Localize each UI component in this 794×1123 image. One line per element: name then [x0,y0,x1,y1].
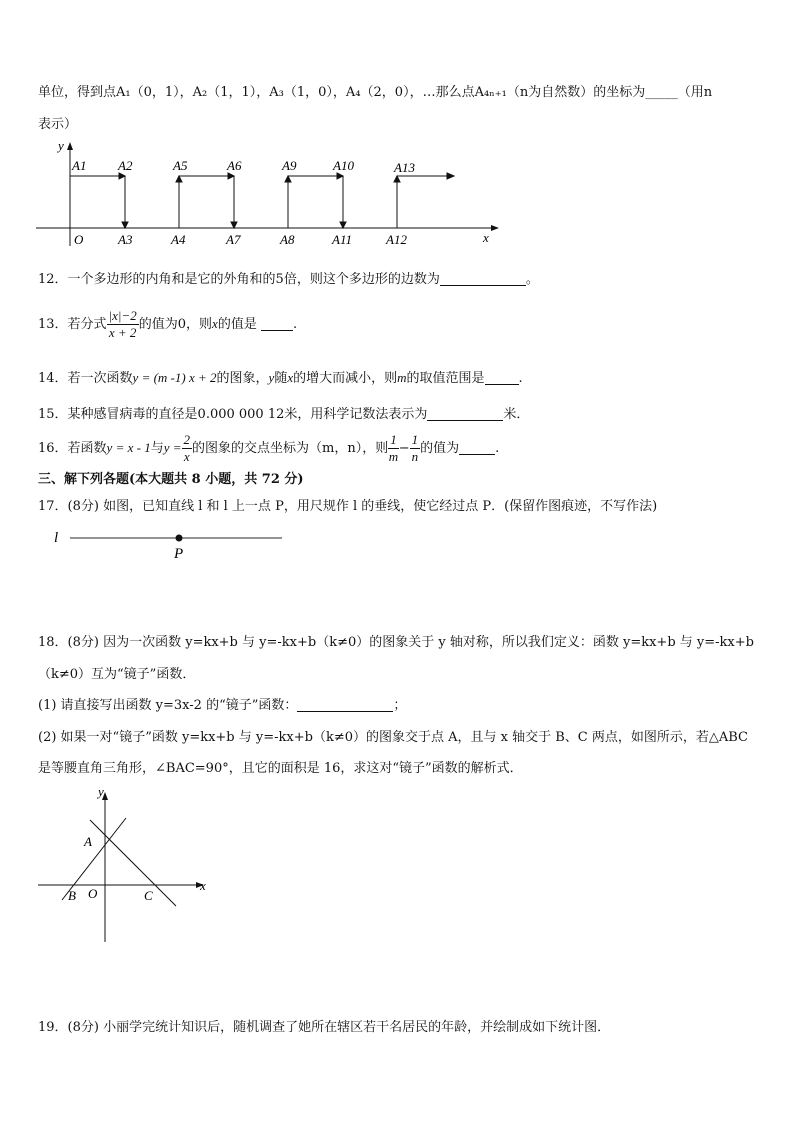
q14-tail: . [518,371,523,386]
q16-f2-fraction [182,432,193,465]
q12-text: 12．一个多边形的内角和是它的外角和的5倍，则这个多边形的边数为 [38,272,440,287]
label-x: x [483,230,489,245]
q13-var: x [212,316,218,331]
q16-f2-prefix: y = [163,440,182,455]
fig18-label-c: C [144,888,153,903]
arrow-a12-a13 [394,176,400,182]
label-a10: A10 [333,158,354,173]
staircase-figure [36,138,506,248]
q15-answer-blank[interactable] [427,406,503,421]
question-13 [38,306,297,343]
label-a1: A1 [72,158,87,173]
q18-part-2-line-1: (2) 如果一对“镜子”函数 y=kx+b 与 y=-kx+b（k≠0）的图象交于点 A，且与 x 轴交于 B、C 两点，如图所示，若△ABC [38,730,748,745]
label-a12: A12 [386,232,407,247]
label-y: y [58,138,64,153]
label-a6: A6 [227,158,242,173]
question-15 [38,406,529,424]
q13-answer-blank[interactable] [261,316,293,331]
arrow-a5-a6 [228,173,234,179]
q16-f1: y = x - 1 [106,440,151,455]
point-p [176,535,183,542]
intro-line-2: 表示） [38,117,78,132]
arrow-a1-a2 [119,173,125,179]
question-17: 17．(8分) 如图，已知直线 l 和 l 上一点 P，用尺规作 l 的垂线，使它经过点 P．(保留作图痕迹，不写作法) [38,499,658,514]
q14-post: 的取值范围是 [406,371,485,386]
mirror-function-figure [34,786,224,946]
q18-part1-answer-blank[interactable] [297,697,393,712]
label-a3: A3 [118,232,133,247]
q13-mid: 的值为0，则 [138,317,213,332]
q16-fb-denominator: n [411,449,419,464]
arrow-a9-a10 [337,173,343,179]
q16-fb-numerator: 1 [411,432,419,447]
section-3-title: 三、解下列各题(本大题共 8 小题，共 72 分) [38,472,304,487]
q16-f2-denominator: x [183,449,190,464]
fig18-label-a: A [84,834,92,849]
q14-formula: y = (m -1) x + 2 [132,370,217,385]
intro-line-1: 单位，得到点A₁（0，1），A₂（1，1），A₃（1，0），A₄（2，0），…那么点A₄ₙ₊₁（n为自然数）的坐标为_____（用n [38,85,713,100]
question-14 [38,369,523,388]
fig18-label-x: x [200,878,206,893]
label-l: l [54,530,59,546]
label-a9: A9 [282,158,297,173]
arrow-a8-a9 [285,176,291,182]
q14-answer-blank[interactable] [485,370,519,385]
label-a2: A2 [118,158,133,173]
fig18-label-y: y [98,786,104,799]
fig18-label-b: B [68,888,76,903]
label-a4: A4 [171,232,186,247]
q13-post: 的值是 [217,317,257,332]
label-a13: A13 [394,160,415,175]
q15-tail: 米． [503,407,530,422]
q18-part1-text: (1) 请直接写出函数 y=3x-2 的“镜子”函数： [38,698,298,713]
arrow-a4-a5 [176,176,182,182]
label-origin: O [74,232,84,247]
q16-fraction-b [410,432,421,465]
question-16 [38,430,499,467]
line-l-figure [52,526,288,562]
arrow-a10-a11 [340,222,346,228]
label-a7: A7 [226,232,241,247]
q16-fa-numerator: 1 [390,432,397,447]
q16-mid2: 的图象的交点坐标为（m，n），则 [192,441,389,456]
q18-part-1 [38,697,406,715]
arrow-a6-a7 [231,222,237,228]
q16-fa-denominator: m [388,449,399,464]
q16-mid: 与 [150,441,164,456]
label-a11: A11 [332,232,352,247]
q16-tail: . [495,441,500,456]
arrow-a13-next [447,173,454,179]
line-ac [90,820,176,906]
q16-fraction-a [388,432,399,465]
q18-part-2-line-2: 是等腰直角三角形，∠BAC=90°，且它的面积是 16，求这对“镜子”函数的解析式． [38,761,523,776]
q18-line-2: （k≠0）互为“镜子”函数． [38,667,196,682]
q16-f2-numerator: 2 [183,432,191,447]
question-19: 19．(8分) 小丽学完统计知识后，随机调查了她所在辖区若干名居民的年龄，并绘制成如下统计图． [38,1020,611,1035]
q14-x: x [287,370,294,385]
q14-mid2: 随 [274,371,288,386]
q18-part1-tail: ； [393,698,407,713]
q12-tail: 。 [525,272,539,287]
q14-pre: 14．若一次函数 [38,371,133,386]
q15-text: 15．某种感冒病毒的直径是0.000 000 12米，用科学记数法表示为 [38,407,428,422]
q14-mid: 的图象， [216,371,269,386]
q12-answer-blank[interactable] [440,271,526,286]
label-a5: A5 [173,158,188,173]
arrow-a2-a3 [122,222,128,228]
q14-mid3: 的增大而减小，则 [293,371,398,386]
q14-y: y [268,370,275,385]
y-axis-arrow [67,142,73,150]
q13-denominator: x + 2 [108,325,137,340]
q13-numerator: |x|−2 [108,308,137,323]
x-axis-arrow [491,225,499,231]
q13-tail: . [292,317,298,332]
q18-line-1: 18．(8分) 因为一次函数 y=kx+b 与 y=-kx+b（k≠0）的图象关于 y 轴对称，所以我们定义：函数 y=kx+b 与 y=-kx+b [38,635,754,650]
question-12 [38,271,539,289]
q13-fraction [107,308,139,341]
label-p: P [174,546,184,562]
q16-post: 的值为 [420,441,460,456]
q14-m: m [397,370,407,385]
q16-pre: 16．若函数 [38,441,107,456]
label-a8: A8 [280,232,295,247]
q13-pre: 13．若分式 [38,317,107,332]
q16-minus: − [398,441,410,456]
fig18-label-o: O [88,886,98,901]
q16-answer-blank[interactable] [459,440,495,455]
